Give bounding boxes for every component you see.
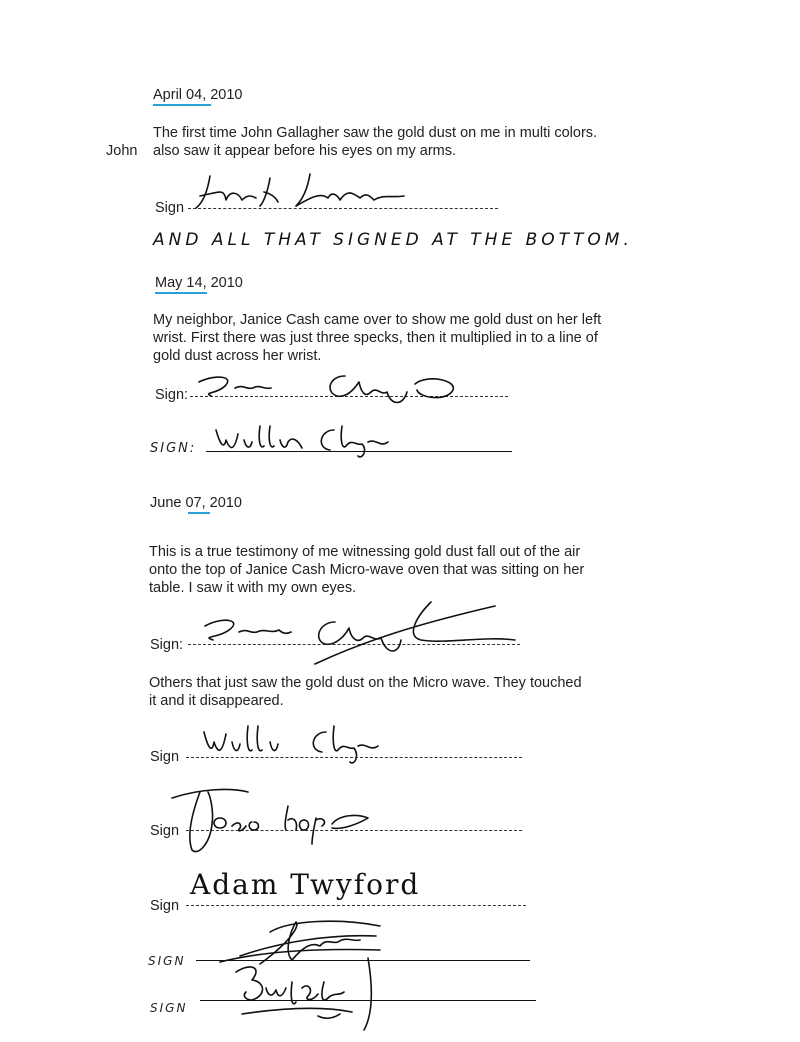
- entry-text-line: wrist. First there was just three specks, then it multiplied in to a line of: [153, 330, 598, 346]
- handwritten-note: AND ALL THAT SIGNED AT THE BOTTOM.: [153, 230, 633, 250]
- sign-label: Sign:: [150, 637, 184, 653]
- entry-text-line: The first time John Gallagher saw the gold dust on me in multi colors.: [153, 125, 598, 141]
- entry-text-line: onto the top of Janice Cash Micro-wave oven that was sitting on her: [149, 562, 585, 578]
- signature-scribble: [222, 952, 392, 1036]
- signature-susan-clayton: [195, 596, 525, 666]
- sign-label: Sign: [155, 200, 185, 216]
- sign-label: Sign: [150, 823, 180, 839]
- signature-susan-clayton: [195, 362, 475, 412]
- date-june: June 07, 2010: [150, 495, 242, 511]
- date-day: 14: [186, 275, 203, 291]
- signature-william-clayton: [200, 722, 400, 766]
- others-text-line: Others that just saw the gold dust on the Micro wave. They touched: [149, 675, 582, 691]
- others-text-line: it and it disappeared.: [149, 693, 284, 709]
- date-may: May 14, 2010: [155, 275, 243, 291]
- signature-line: [186, 905, 526, 906]
- sign-label: Sign: [150, 898, 180, 914]
- sign-label: Sign:: [155, 387, 189, 403]
- date-underline: [153, 104, 211, 106]
- entry-text-line: This is a true testimony of me witnessing gold dust fall out of the air: [149, 544, 581, 560]
- sign-label: Sign: [150, 749, 180, 765]
- entry-text-line: gold dust across her wrist.: [153, 348, 322, 364]
- signature-jose-lopez: [172, 774, 392, 864]
- date-underline: [188, 512, 210, 514]
- date-day: 07: [185, 495, 202, 511]
- signature-adam-twyford: Adam Twyford: [190, 868, 421, 901]
- entry-text-line: also saw it appear before his eyes on my arms.: [153, 143, 457, 159]
- handwritten-sign-label: SIGN: [148, 954, 186, 968]
- date-day: 04: [186, 87, 203, 103]
- date-underline: [155, 292, 207, 294]
- entry-text-line: table. I saw it with my own eyes.: [149, 580, 357, 596]
- handwritten-sign-label: SIGN:: [150, 441, 197, 456]
- entry-text-line: My neighbor, Janice Cash came over to show me gold dust on her left: [153, 312, 602, 328]
- handwritten-sign-label: SIGN: [150, 1001, 188, 1015]
- signature-william-clayton: [212, 420, 412, 460]
- margin-name: John: [106, 143, 138, 159]
- date-april: April 04, 2010: [153, 87, 243, 103]
- signature-john-gallagher: [190, 168, 420, 218]
